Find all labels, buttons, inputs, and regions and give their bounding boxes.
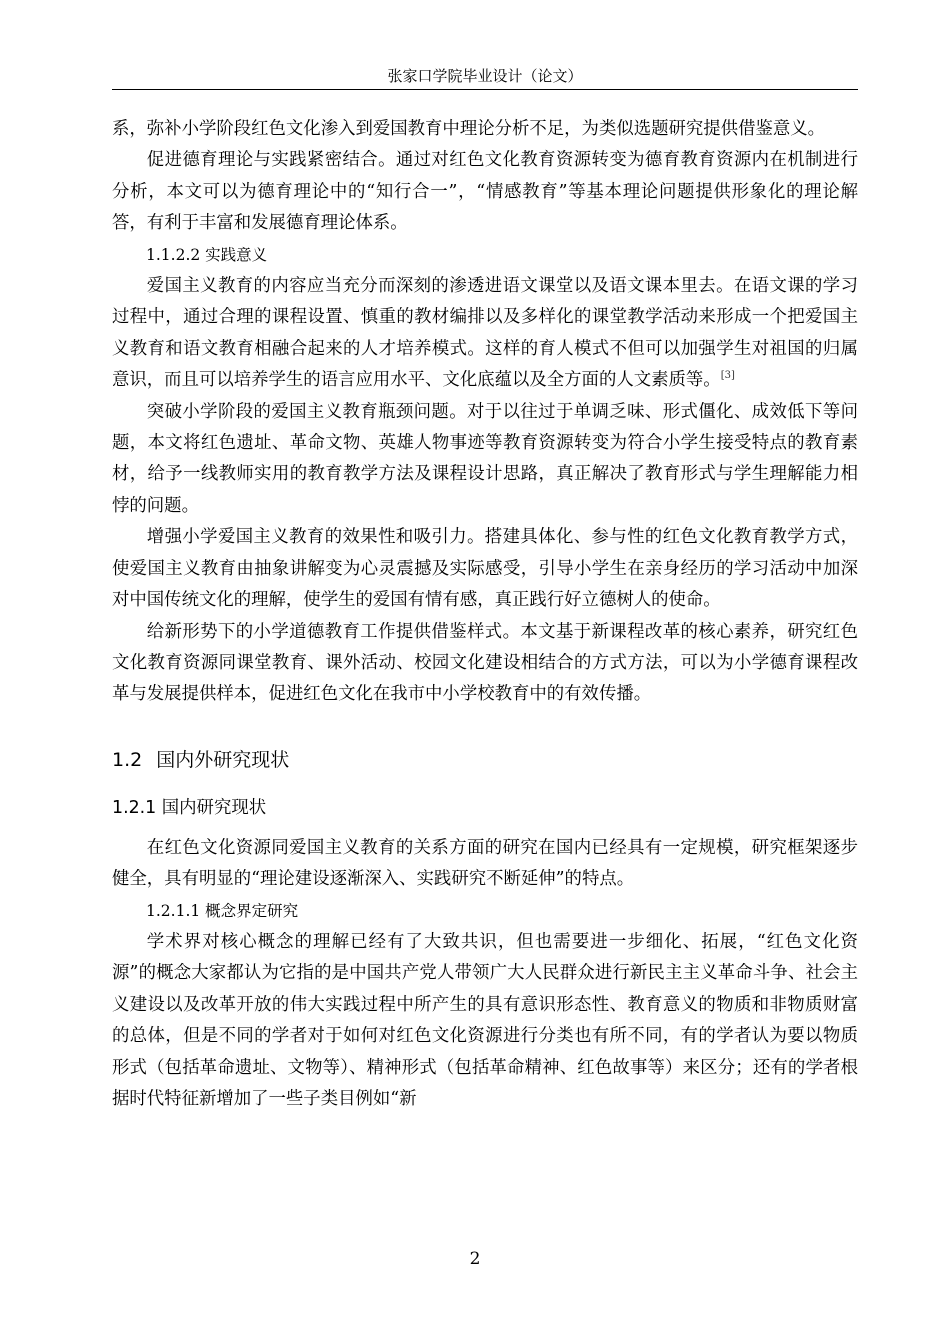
paragraph-domestic-overview: 在红色文化资源同爱国主义教育的关系方面的研究在国内已经具有一定规模，研究框架逐步健全，具有明显的“理论建设逐渐深入、实践研究不断延伸”的特点。 bbox=[112, 837, 858, 890]
subsection-heading-practical-significance: 1.1.2.2 实践意义 bbox=[146, 245, 268, 264]
paragraph-theory-practice: 促进德育理论与实践紧密结合。通过对红色文化教育资源转变为德育教育资源内在机制进行分析，本文可以为德育理论中的“知行合一”，“情感教育”等基本理论问题提供形象化的理论解答，有利于丰富和发展德育理论体系。 bbox=[112, 150, 858, 234]
header-divider bbox=[112, 89, 858, 90]
paragraph-concept-consensus: 学术界对核心概念的理解已经有了大致共识，但也需要进一步细化、拓展，“红色文化资源”的概念大家都认为它指的是中国共产党人带领广大人民群众进行新民主主义革命斗争、社会主义建设以及改革开放的伟大实践过程中所产生的具有意识形态性、教育意义的物质和非物质财富的总体，但是不同的学者对于如何对红色文化资源进行分类也有所不同，有的学者认为要以物质形式（包括革命遗址、文物等）、精神形式（包括革命精神、红色故事等）来区分；还有的学者根据时代特征新增加了一些子类目例如“新 bbox=[112, 931, 858, 1109]
section-heading-research-status bbox=[112, 745, 858, 775]
paragraph-model: 给新形势下的小学道德教育工作提供借鉴样式。本文基于新课程改革的核心素养，研究红色文化教育资源同课堂教育、课外活动、校园文化建设相结合的方式方法，可以为小学德育课程改革与发展提供样本，促进红色文化在我市中小学校教育中的有效传播。 bbox=[112, 621, 858, 705]
paragraph-effectiveness: 增强小学爱国主义教育的效果性和吸引力。搭建具体化、参与性的红色文化教育教学方式，使爱国主义教育由抽象讲解变为心灵震撼及实际感受，引导小学生在亲身经历的学习活动中加深对中国传统文化的理解，使学生的爱国有情有感，真正践行好立德树人的使命。 bbox=[112, 527, 858, 611]
running-header: 张家口学院毕业设计（论文） bbox=[387, 67, 583, 85]
subsection-heading-concept-definition: 1.2.1.1 概念界定研究 bbox=[146, 901, 299, 920]
citation-reference: [3] bbox=[720, 370, 735, 382]
paragraph-bottleneck: 突破小学阶段的爱国主义教育瓶颈问题。对于以往过于单调乏味、形式僵化、成效低下等问题，本文将红色遗址、革命文物、英雄人物事迹等教育资源转变为符合小学生接受特点的教育素材，给予一线教师实用的教育教学方法及课程设计思路，真正解决了教育形式与学生理解能力相悖的问题。 bbox=[112, 401, 858, 516]
section-heading-domestic-status: 1.2.1 国内研究现状 bbox=[112, 797, 267, 818]
body-text bbox=[112, 114, 858, 1115]
paragraph-text: 爱国主义教育的内容应当充分而深刻的渗透进语文课堂以及语文课本里去。在语文课的学习过程中，通过合理的课程设置、慎重的教材编排以及多样化的课堂教学活动来形成一个把爱国主义教育和语文教育相融合起来的人才培养模式。这样的育人模式不但可以加强学生对祖国的归属意识，而且可以培养学生的语言应用水平、文化底蕴以及全方面的人文素质等。 bbox=[112, 276, 858, 391]
paragraph-continuation: 系，弥补小学阶段红色文化渗入到爱国教育中理论分析不足，为类似选题研究提供借鉴意义。 bbox=[112, 119, 826, 139]
section-title: 国内外研究现状 bbox=[156, 748, 290, 771]
paragraph-patriotic-education bbox=[112, 271, 858, 397]
section-number: 1.2 bbox=[112, 748, 143, 771]
page-number: 2 bbox=[469, 1249, 481, 1269]
